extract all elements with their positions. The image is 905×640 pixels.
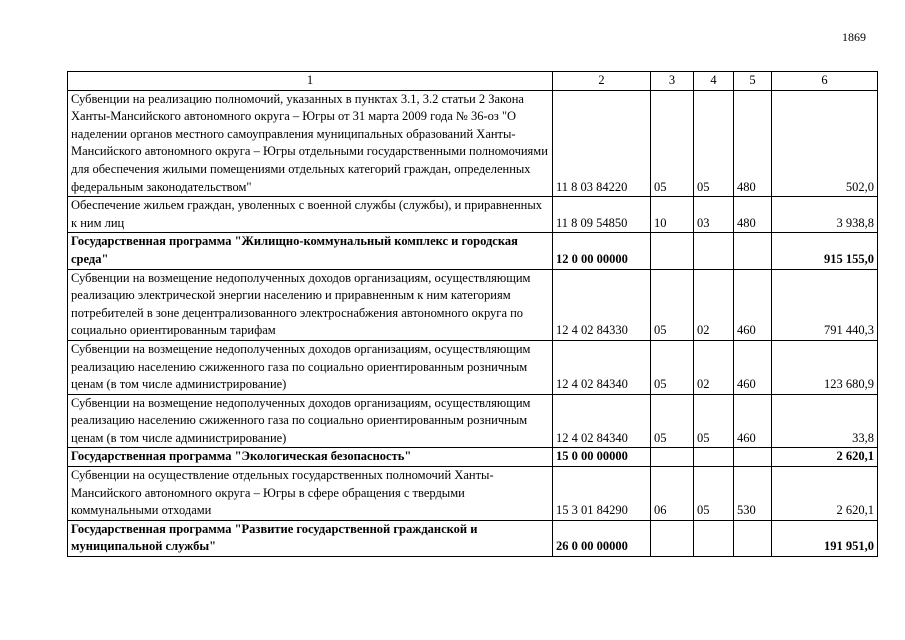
row-expense-type: 530 xyxy=(734,467,772,521)
row-name: Обеспечение жильем граждан, уволенных с военной службы (службы), и приравненных к ним лиц xyxy=(68,197,553,233)
row-sum: 791 440,3 xyxy=(772,269,878,340)
row-expense-type: 460 xyxy=(734,394,772,448)
row-section xyxy=(651,520,694,556)
row-target-code: 12 4 02 84340 xyxy=(553,340,651,394)
row-section: 05 xyxy=(651,269,694,340)
row-expense-type xyxy=(734,520,772,556)
row-subsection: 05 xyxy=(694,90,734,197)
table-header-row xyxy=(68,72,878,91)
row-sum: 502,0 xyxy=(772,90,878,197)
row-name: Субвенции на осуществление отдельных государственных полномочий Ханты-Мансийского автономного округа – Югры в сфере обращения с твердыми коммунальными отходами xyxy=(68,467,553,521)
row-subsection xyxy=(694,520,734,556)
row-target-code: 15 3 01 84290 xyxy=(553,467,651,521)
row-section: 05 xyxy=(651,394,694,448)
table-row xyxy=(68,269,878,340)
header-col-1: 1 xyxy=(68,72,553,91)
row-section: 05 xyxy=(651,340,694,394)
row-sum: 123 680,9 xyxy=(772,340,878,394)
page-number: 1869 xyxy=(842,30,866,44)
row-subsection xyxy=(694,233,734,269)
row-subsection: 05 xyxy=(694,467,734,521)
table-row xyxy=(68,467,878,521)
row-expense-type: 480 xyxy=(734,197,772,233)
row-target-code: 12 0 00 00000 xyxy=(553,233,651,269)
row-expense-type: 460 xyxy=(734,269,772,340)
row-name: Субвенции на возмещение недополученных доходов организациям, осуществляющим реализацию населению сжиженного газа по социально ориентированным розничным ценам (в том числе администрирование) xyxy=(68,340,553,394)
row-name: Субвенции на возмещение недополученных доходов организациям, осуществляющим реализацию электрической энергии населению и приравненным к ним категориям потребителей в зоне децентрализованного электроснабжения автономного округа по социально ориентированным тарифам xyxy=(68,269,553,340)
header-col-3: 3 xyxy=(651,72,694,91)
row-section: 10 xyxy=(651,197,694,233)
row-section: 05 xyxy=(651,90,694,197)
header-col-6: 6 xyxy=(772,72,878,91)
row-target-code: 26 0 00 00000 xyxy=(553,520,651,556)
program-row xyxy=(68,233,878,269)
row-name: Государственная программа "Экологическая безопасность" xyxy=(68,448,553,467)
program-row xyxy=(68,520,878,556)
row-target-code: 11 8 09 54850 xyxy=(553,197,651,233)
row-target-code: 12 4 02 84330 xyxy=(553,269,651,340)
row-target-code: 15 0 00 00000 xyxy=(553,448,651,467)
header-col-4: 4 xyxy=(694,72,734,91)
row-sum: 2 620,1 xyxy=(772,448,878,467)
row-subsection: 02 xyxy=(694,269,734,340)
row-target-code: 11 8 03 84220 xyxy=(553,90,651,197)
row-subsection: 02 xyxy=(694,340,734,394)
row-section xyxy=(651,233,694,269)
row-expense-type xyxy=(734,233,772,269)
row-sum: 915 155,0 xyxy=(772,233,878,269)
row-expense-type xyxy=(734,448,772,467)
row-section xyxy=(651,448,694,467)
program-row xyxy=(68,448,878,467)
table-row xyxy=(68,340,878,394)
row-name: Государственная программа "Развитие государственной гражданской и муниципальной службы" xyxy=(68,520,553,556)
row-sum: 3 938,8 xyxy=(772,197,878,233)
row-subsection: 05 xyxy=(694,394,734,448)
row-name: Государственная программа "Жилищно-коммунальный комплекс и городская среда" xyxy=(68,233,553,269)
row-subsection xyxy=(694,448,734,467)
header-col-2: 2 xyxy=(553,72,651,91)
budget-table xyxy=(67,71,878,557)
row-expense-type: 460 xyxy=(734,340,772,394)
row-target-code: 12 4 02 84340 xyxy=(553,394,651,448)
row-sum: 33,8 xyxy=(772,394,878,448)
row-expense-type: 480 xyxy=(734,90,772,197)
table-row xyxy=(68,394,878,448)
row-name: Субвенции на возмещение недополученных доходов организациям, осуществляющим реализацию населению сжиженного газа по социально ориентированным розничным ценам (в том числе администрирование) xyxy=(68,394,553,448)
row-name: Субвенции на реализацию полномочий, указанных в пунктах 3.1, 3.2 статьи 2 Закона Ханты-Мансийского автономного округа – Югры от 31 марта 2009 года № 36-оз "О наделении органов местного самоуправления муниципальных образований Ханты-Мансийского автономного округа – Югры отдельными государственными полномочиями для обеспечения жилыми помещениями отдельных категорий граждан, определенных федеральным законодательством" xyxy=(68,90,553,197)
row-section: 06 xyxy=(651,467,694,521)
header-col-5: 5 xyxy=(734,72,772,91)
table-row xyxy=(68,90,878,197)
row-sum: 191 951,0 xyxy=(772,520,878,556)
row-subsection: 03 xyxy=(694,197,734,233)
table-row xyxy=(68,197,878,233)
row-sum: 2 620,1 xyxy=(772,467,878,521)
